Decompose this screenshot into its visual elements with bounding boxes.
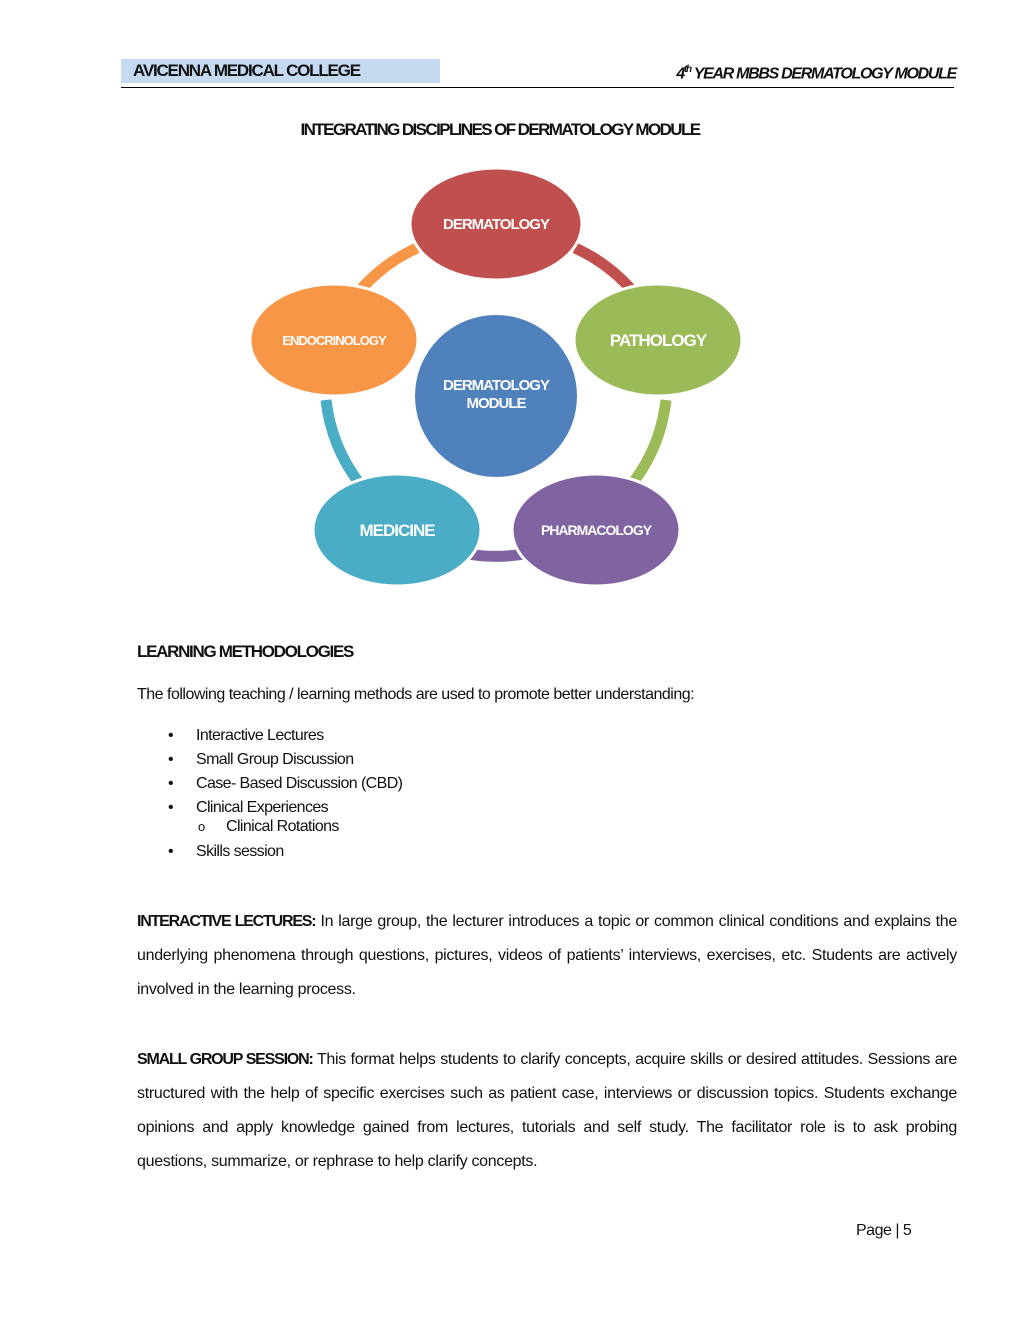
node-endocrinology-label: ENDOCRINOLOGY [282,333,386,348]
node-pathology-label: PATHOLOGY [609,331,707,350]
connector-dermatology-pathology [575,248,630,288]
diagram-title: INTEGRATING DISCIPLINES OF DERMATOLOGY MODULE [300,120,700,139]
bullet-icon: • [168,751,174,768]
list-item: • Interactive Lectures [166,724,402,748]
connector-medicine-endocrinology [326,400,360,484]
circle-bullet-icon: o [198,819,205,834]
small-group-text: This format helps students to clarify concepts, acquire skills or desired attitudes. Sessions are structured with the help of specific exercises such as patient case, interviews or discussion topics. Students exchange opinions and apply knowledge gained from lectures, tutorials and self study. The facilitator role is to ask probing questions, summarize, or rephrase to help clarify concepts. [137,1051,957,1170]
module-header [676,59,956,83]
learning-intro: The following teaching / learning methods are used to promote better understanding: [137,686,695,703]
college-name: AVICENNA MEDICAL COLLEGE [121,59,440,83]
center-label-line1: DERMATOLOGY [443,377,549,394]
section-heading-learning-methodologies: LEARNING METHODOLOGIES [137,642,354,661]
bullet-icon: • [168,843,174,860]
center-label-line2: MODULE [466,395,526,412]
module-title: YEAR MBBS DERMATOLOGY MODULE [690,65,956,83]
interactive-lectures-paragraph [137,905,957,1007]
connector-endocrinology-dermatology [362,248,417,288]
methods-list [166,724,402,864]
page-number: Page | 5 [856,1222,912,1239]
bullet-icon: • [168,727,174,744]
node-dermatology-label: DERMATOLOGY [443,216,549,233]
sub-list-item: o Clinical Rotations [198,818,339,835]
bullet-icon: • [168,775,174,792]
bullet-icon: • [168,799,174,816]
list-item: • Skills session [166,840,402,864]
discipline-cycle-diagram [240,160,760,600]
list-item: • Case- Based Discussion (CBD) [166,772,402,796]
sub-methods-list [196,818,402,836]
interactive-lectures-lead: INTERACTIVE LECTURES: [137,913,316,930]
small-group-paragraph [137,1043,957,1179]
module-ordinal-suffix: th [684,64,691,75]
node-pharmacology-label: PHARMACOLOGY [540,522,652,538]
small-group-lead: SMALL GROUP SESSION: [137,1051,313,1068]
interactive-lectures-text: In large group, the lecturer introduces a topic or common clinical conditions and explains the underlying phenomena through questions, pictures, videos of patients’ interviews, exercises, etc. Students are actively involved in the learning process. [137,913,957,998]
list-item: • Clinical Experiences o Clinical Rotations [166,796,402,836]
header-divider [121,87,954,88]
node-medicine-label: MEDICINE [359,521,435,540]
module-ordinal: 4 [676,65,685,83]
connector-pharmacology-medicine [468,554,524,556]
connector-pathology-pharmacology [632,400,666,484]
list-item: • Small Group Discussion [166,748,402,772]
